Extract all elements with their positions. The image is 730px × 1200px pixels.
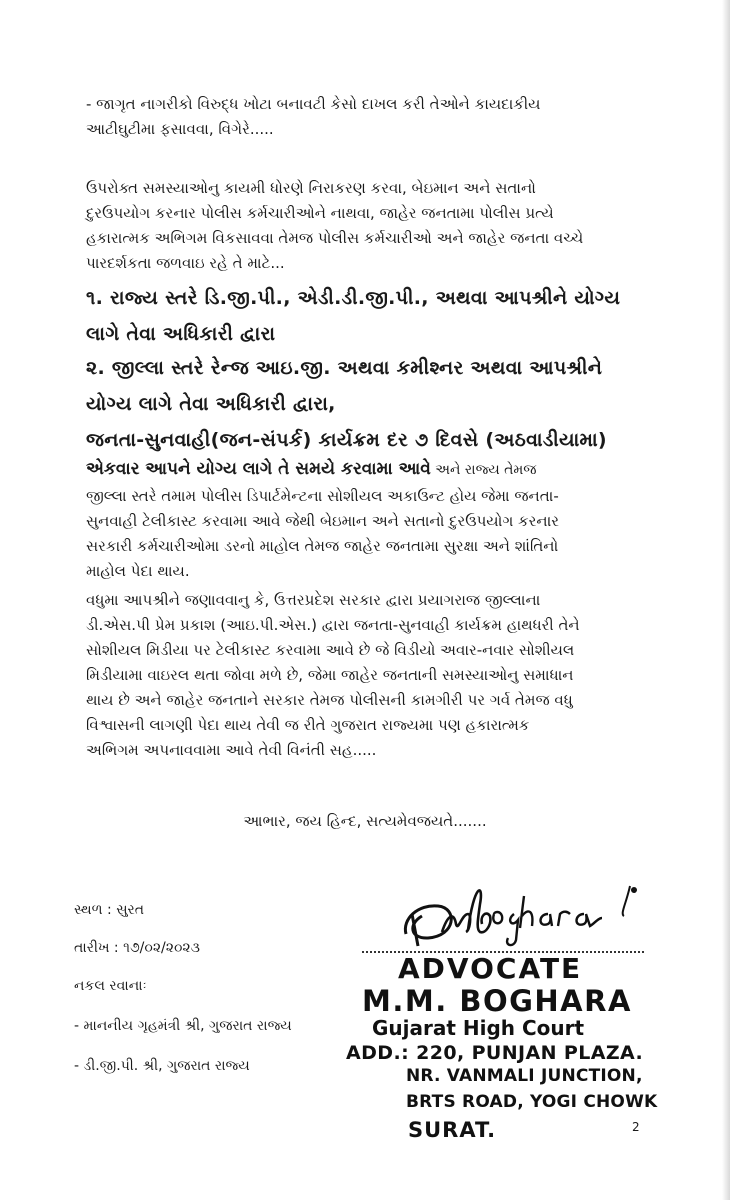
para-telecast-line: સરકારી કર્મચારીઓમા ડરનો માહોલ તેમજ જાહેર જનતામા સુરક્ષા અને શાંતિનો (86, 537, 559, 555)
point-2-line: યોગ્ય લાગે તેવા અધિકારી દ્વારા, (86, 393, 336, 415)
para-up-line: વધુમા આપશ્રીને જણાવવાનુ કે, ઉત્તરપ્રદેશ સરકાર દ્વારા પ્રયાગરાજ જીલ્લાના (86, 591, 541, 609)
para-up-line: અભિગમ અપનાવવામા આવે તેવી વિનંતી સહ..... (86, 741, 377, 759)
para-telecast-line: માહોલ પેદા થાય. (86, 562, 190, 580)
point-2-last-bold: એકવાર આપને યોગ્ય લાગે તે સમયે કરવામા આવે (86, 459, 431, 479)
para-telecast (86, 484, 666, 584)
stamp-court: Gujarat High Court (372, 1016, 585, 1040)
para-main-line: દુરઉપયોગ કરનાર પોલીસ કર્મચારીઓને નાથવા, જાહેર જનતામા પોલીસ પ્રત્યે (86, 204, 554, 222)
para-up (86, 588, 666, 763)
para-up-line: થાય છે અને જાહેર જનતાને સરકાર તેમજ પોલીસની કામગીરી પર ગર્વ તેમજ વધુ (86, 691, 573, 709)
para-up-line: વિશ્વાસની લાગણી પેદા થાય તેવી જ રીતે ગુજરાત રાજ્યમા પણ હકારાત્મક (86, 716, 530, 734)
copy-to-item: - ડી.જી.પી. શ્રી, ગુજરાત રાજ્ય (74, 1058, 250, 1074)
point-2-last-normal: અને રાજ્ય તેમજ (430, 462, 537, 478)
date-line: તારીખ : ૧૭/૦૨/૨૦૨૩ (74, 940, 200, 956)
para-main-line: પારદર્શકતા જળવાઇ રહે તે માટે... (86, 254, 285, 272)
stamp-address-line: SURAT. (408, 1118, 497, 1142)
para-main-line: હકારાત્મક અભિગમ વિકસાવવા તેમજ પોલીસ કર્મચારીઓ અને જાહેર જનતા વચ્ચે (86, 229, 584, 247)
copy-to-item: - માનનીય ગૃહમંત્રી શ્રી, ગુજરાત રાજ્ય (74, 1018, 292, 1034)
point-1 (86, 280, 666, 352)
point-2-last-line (86, 456, 666, 483)
closing-line: આભાર, જય હિન્દ, સત્યમેવજયતે....... (243, 812, 487, 830)
copy-to-label: નકલ રવાનાઃ (74, 978, 147, 994)
point-2-line: જનતા-સુનવાહી(જન-સંપર્ક) કાર્યક્રમ દર ૭ દિવસે (અઠવાડીયામા) (86, 429, 607, 451)
point-2-line: ૨. જીલ્લા સ્તરે રેન્જ આઇ.જી. અથવા કમીશ્નર અથવા આપશ્રીને (86, 357, 603, 379)
handwritten-signature (398, 874, 648, 954)
para-main-line: ઉપરોક્ત સમસ્યાઓનુ કાયમી ધોરણે નિરાકરણ કરવા, બેઇમાન અને સતાનો (86, 179, 536, 197)
point-1-line: ૧. રાજ્ય સ્તરે ડિ.જી.પી., એડી.ડી.જી.પી., અથવા આપશ્રીને યોગ્ય (86, 287, 621, 309)
stamp-name: M.M. BOGHARA (362, 984, 632, 1018)
para-main (86, 176, 666, 276)
para-up-line: સોશીયલ મિડીયા પર ટેલીકાસ્ટ કરવામા આવે છે જે વિડીયો અવાર-નવાર સોશીયલ (86, 641, 575, 659)
place-line: સ્થળ : સુરત (74, 902, 145, 918)
intro-line: - જાગૃત નાગરીકો વિરુદ્ધ ખોટા બનાવટી કેસો દાખલ કરી તેઓને કાયદાકીય (86, 95, 541, 113)
para-telecast-line: જીલ્લા સ્તરે તમામ પોલીસ ડિપાર્ટમેન્ટના સોશીયલ અકાઉન્ટ હોય જેમા જનતા- (86, 487, 559, 505)
page-edge-shadow (722, 0, 730, 1200)
para-telecast-line: સુનવાહી ટેલીકાસ્ટ કરવામા આવે જેથી બેઇમાન અને સતાનો દુરઉપયોગ કરનાર (86, 512, 560, 530)
stamp-address-line: NR. VANMALI JUNCTION, (406, 1066, 643, 1086)
stamp-address-line: ADD.: 220, PUNJAN PLAZA. (346, 1042, 644, 1064)
para-up-line: મિડીયામા વાઇરલ થતા જોવા મળે છે, જેમા જાહેર જનતાની સમસ્યાઓનુ સમાધાન (86, 666, 574, 684)
stamp-title: ADVOCATE (398, 952, 583, 985)
page-number: 2 (632, 1120, 640, 1134)
point-1-line: લાગે તેવા અધિકારી દ્વારા (86, 323, 276, 345)
intro-bullet (86, 92, 666, 142)
intro-line: આટીઘુટીમા ફસાવવા, વિગેરે..... (86, 120, 274, 138)
stamp-address-line: BRTS ROAD, YOGI CHOWK (406, 1092, 658, 1112)
point-2 (86, 350, 666, 458)
para-up-line: ડી.એસ.પી પ્રેમ પ્રકાશ (આઇ.પી.એસ.) દ્વારા જનતા-સુનવાહી કાર્યક્રમ હાથધરી તેને (86, 616, 580, 634)
